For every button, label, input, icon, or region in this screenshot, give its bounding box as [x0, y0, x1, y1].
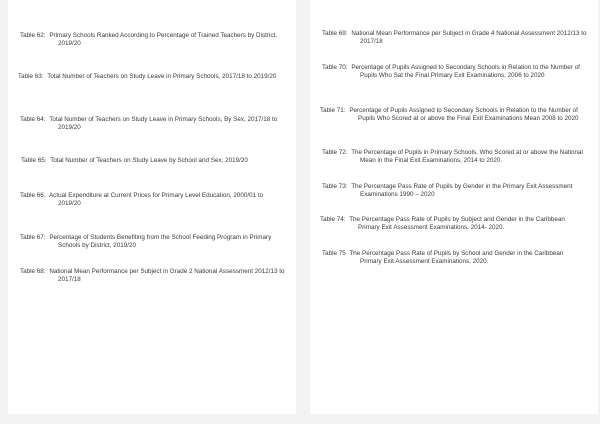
table-label: Table 75 — [322, 250, 346, 257]
table-title: The Percentage Pass Rate of Pupils by School and Gender in the Caribbean Primary Exit Assessment Examinations, 2020. — [349, 250, 564, 266]
table-title: The Percentage of Pupils in Primary Schools, Who Scored at or above the National Mean in the Final Exit Examinations, 2014 to 2020. — [351, 149, 583, 165]
table-title: Percentage of Students Benefiting from the School Feeding Program in Primary Schools by District, 2019/20 — [49, 234, 272, 250]
table-label: Table 65: — [21, 157, 47, 164]
table-label: Table 63: — [18, 73, 44, 80]
table-title: Total Number of Teachers on Study Leave in Primary Schools, By Sex, 2017/18 to 2019/20 — [49, 116, 278, 132]
table-entry-65 — [21, 157, 295, 165]
table-label: Table 72: — [322, 149, 348, 156]
table-entry-67 — [20, 234, 290, 250]
table-title: The Percentage Pass Rate of Pupils by Gender in the Primary Exit Assessment Examinations 1990 – 2020 — [351, 183, 573, 199]
table-entry-70 — [322, 64, 598, 80]
table-entry-64 — [20, 116, 282, 132]
right-page — [310, 0, 598, 414]
table-label: Table 66: — [20, 192, 46, 199]
table-label: Table 68: — [20, 268, 46, 275]
table-label: Table 69: — [322, 30, 348, 37]
left-page — [8, 0, 296, 414]
table-title: Total Number of Teachers on Study Leave in Primary Schools, 2017/18 to 2019/20 — [47, 73, 277, 80]
table-label: Table 73: — [322, 183, 348, 190]
table-entry-74 — [320, 216, 584, 232]
table-entry-62 — [20, 32, 292, 48]
table-entry-63 — [18, 73, 292, 81]
table-title: Primary Schools Ranked According to Percentage of Trained Teachers by District, 2019/20 — [49, 32, 278, 48]
table-label: Table 62: — [20, 32, 46, 39]
table-label: Table 71: — [320, 107, 346, 114]
table-title: Total Number of Teachers on Study Leave by School and Sex, 2019/20 — [50, 157, 248, 164]
table-title: Percentage of Pupils Assigned to Secondary Schools in Relation to the Number of Pupils Who Scored at or above the Final Exit Examinations Mean 2008 to 2020 — [349, 107, 579, 123]
table-title: Percentage of Pupils Assigned to Secondary Schools in Relation to the Number of Pupils Who Sat the Final Primary Exit Examinations, 2006 to 2020 — [351, 64, 580, 80]
table-title: The Percentage Pass Rate of Pupils by Subject and Gender in the Caribbean Primary Exit Assessment Examinations, 2014- 2020. — [349, 216, 565, 232]
table-entry-75 — [322, 250, 584, 266]
table-entry-66 — [20, 192, 280, 208]
table-title: Actual Expenditure at Current Prices for Primary Level Education, 2000/01 to 2019/20 — [48, 192, 264, 208]
table-label: Table 67: — [20, 234, 46, 241]
table-label: Table 64: — [20, 116, 46, 123]
table-label: Table 74: — [320, 216, 346, 223]
table-entry-71 — [320, 107, 594, 123]
table-title: National Mean Performance per Subject in Grade 4 National Assessment 2012/13 to 2017/18 — [351, 30, 587, 46]
table-entry-69 — [322, 30, 598, 46]
table-entry-68 — [20, 268, 294, 284]
table-entry-73 — [322, 183, 586, 199]
table-label: Table 70: — [322, 64, 348, 71]
table-entry-72 — [322, 149, 598, 165]
table-title: National Mean Performance per Subject in Grade 2 National Assessment 2012/13 to 2017/18 — [49, 268, 285, 284]
